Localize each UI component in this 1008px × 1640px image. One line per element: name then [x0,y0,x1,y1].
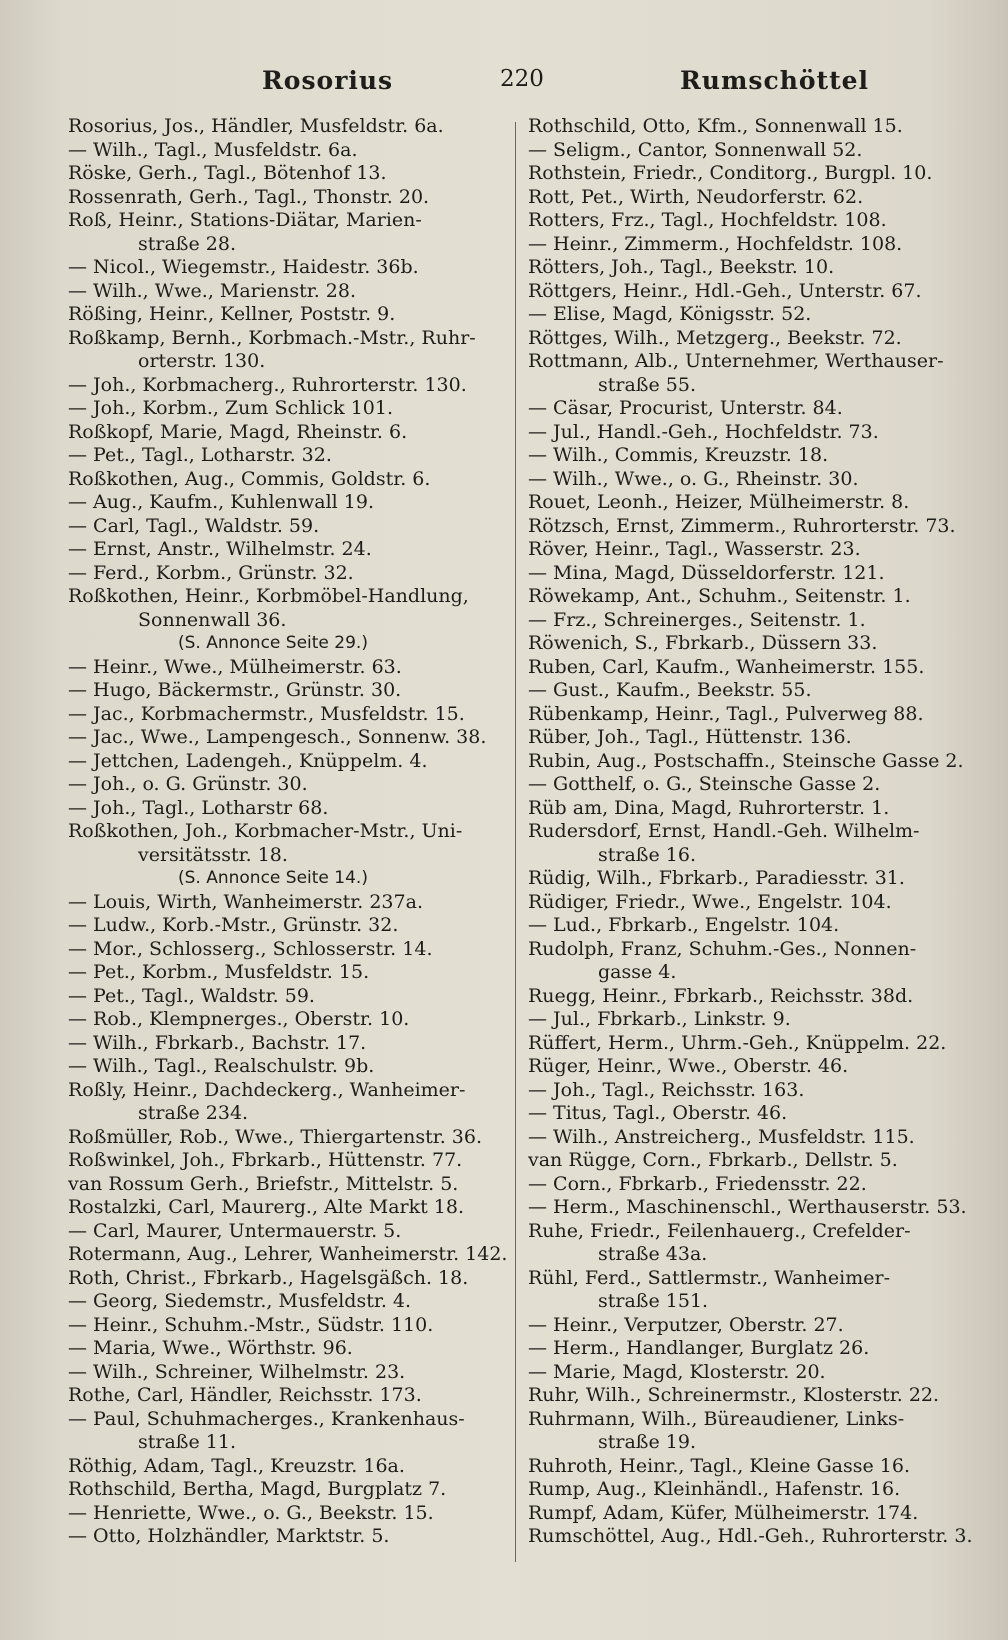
directory-entry: Roßkothen, Joh., Korbmacher-Mstr., Uni- [68,820,463,842]
directory-entry: — Heinr., Zimmerm., Hochfeldstr. 108. [528,232,903,255]
directory-entry: Rübenkamp, Heinr., Tagl., Pulverweg 88. [528,702,924,725]
directory-entry: Rothstein, Friedr., Conditorg., Burgpl. 10. [528,162,933,184]
entry-continuation: Sonnenwall 36. [138,608,287,631]
directory-entry: — Herm., Handlanger, Burglatz 26. [528,1337,870,1359]
directory-entry: — Marie, Magd, Klosterstr. 20. [528,1360,826,1383]
entry-continuation: versitätsstr. 18. [138,843,288,866]
directory-entry: — Joh., o. G. Grünstr. 30. [68,773,308,795]
directory-entry: Roßkothen, Aug., Commis, Goldstr. 6. [68,467,431,490]
directory-entry: Röttgers, Heinr., Hdl.-Geh., Unterstr. 67. [528,279,922,302]
directory-entry: — Corn., Fbrkarb., Friedensstr. 22. [528,1172,867,1195]
directory-entry: — Rob., Klempnerges., Oberstr. 10. [68,1008,410,1030]
directory-entry: Röver, Heinr., Tagl., Wasserstr. 23. [528,538,861,560]
directory-entry: Rüdig, Wilh., Fbrkarb., Paradiesstr. 31. [528,867,905,889]
directory-entry: — Wilh., Commis, Kreuzstr. 18. [528,444,829,466]
directory-entry: — Titus, Tagl., Oberstr. 46. [528,1102,788,1124]
directory-entry: — Jettchen, Ladengeh., Knüppelm. 4. [68,749,428,772]
right-column [528,115,978,1549]
directory-entry: Ruhroth, Heinr., Tagl., Kleine Gasse 16. [528,1454,910,1477]
directory-entry: Rühl, Ferd., Sattlermstr., Wanheimer- [528,1266,890,1289]
directory-entry: — Seligm., Cantor, Sonnenwall 52. [528,138,863,161]
annonce-reference: (S. Annonce Seite 29.) [178,633,368,653]
directory-entry: — Ernst, Anstr., Wilhelmstr. 24. [68,538,372,560]
directory-entry: Röttges, Wilh., Metzgerg., Beekstr. 72. [528,326,902,349]
directory-entry: — Jac., Korbmachermstr., Musfeldstr. 15. [68,702,465,725]
directory-entry: Ruegg, Heinr., Fbrkarb., Reichsstr. 38d. [528,984,914,1007]
directory-entry: — Jul., Handl.-Geh., Hochfeldstr. 73. [528,420,879,443]
column-divider [515,122,516,1562]
directory-entry: Rötters, Joh., Tagl., Beekstr. 10. [528,256,835,278]
directory-entry: — Otto, Holzhändler, Marktstr. 5. [68,1525,390,1547]
page-number: 220 [500,66,544,92]
directory-entry: — Mor., Schlosserg., Schlosserstr. 14. [68,937,433,960]
directory-entry: Roßkothen, Heinr., Korbmöbel-Handlung, [68,585,469,607]
directory-entry: Rothschild, Otto, Kfm., Sonnenwall 15. [528,115,903,137]
directory-entry: Roßkopf, Marie, Magd, Rheinstr. 6. [68,420,408,443]
directory-entry: — Jul., Fbrkarb., Linkstr. 9. [528,1008,791,1030]
directory-entry: Roßkamp, Bernh., Korbmach.-Mstr., Ruhr- [68,326,476,349]
directory-entry: — Wilh., Wwe., Marienstr. 28. [68,279,356,302]
entry-continuation: straße 19. [598,1431,696,1453]
directory-entry: van Rossum Gerh., Briefstr., Mittelstr. 5. [68,1172,459,1195]
header-last-name: Rumschöttel [680,66,870,95]
directory-entry: — Herm., Maschinenschl., Werthauserstr. 53. [528,1196,967,1218]
directory-entry: — Maria, Wwe., Wörthstr. 96. [68,1337,353,1359]
entry-continuation: orterstr. 130. [138,350,266,372]
directory-entry: — Hugo, Bäckermstr., Grünstr. 30. [68,679,402,701]
directory-entry: — Frz., Schreinerges., Seitenstr. 1. [528,608,866,631]
directory-entry: Ruhe, Friedr., Feilenhauerg., Crefelder- [528,1219,911,1242]
directory-entry: — Nicol., Wiegemstr., Haidestr. 36b. [68,256,419,278]
directory-entry: — Carl, Tagl., Waldstr. 59. [68,514,320,537]
directory-entry: Rotters, Frz., Tagl., Hochfeldstr. 108. [528,209,887,231]
directory-entry: Rostalzki, Carl, Maurerg., Alte Markt 18. [68,1196,465,1218]
directory-entry: Ruhr, Wilh., Schreinermstr., Klosterstr. 22. [528,1384,940,1406]
directory-entry: Ruben, Carl, Kaufm., Wanheimerstr. 155. [528,655,925,678]
entry-continuation: straße 43a. [598,1243,708,1265]
directory-entry: — Elise, Magd, Königsstr. 52. [528,303,812,325]
directory-entry: van Rügge, Corn., Fbrkarb., Dellstr. 5. [528,1149,898,1171]
entry-continuation: straße 16. [598,843,696,866]
directory-entry: — Joh., Korbm., Zum Schlick 101. [68,397,393,419]
directory-entry: Rudersdorf, Ernst, Handl.-Geh. Wilhelm- [528,820,920,842]
directory-entry: Rudolph, Franz, Schuhm.-Ges., Nonnen- [528,937,917,960]
directory-entry: — Heinr., Wwe., Mülheimerstr. 63. [68,655,402,678]
directory-entry: — Ludw., Korb.-Mstr., Grünstr. 32. [68,914,399,936]
directory-entry: Roß, Heinr., Stations-Diätar, Marien- [68,209,422,231]
entry-continuation: straße 55. [598,373,696,396]
directory-entry: — Carl, Maurer, Untermauerstr. 5. [68,1219,402,1242]
entry-continuation: straße 151. [598,1290,709,1312]
directory-entry: Rüdiger, Friedr., Wwe., Engelstr. 104. [528,890,892,913]
directory-entry: Rüber, Joh., Tagl., Hüttenstr. 136. [528,726,852,748]
directory-entry: — Pet., Korbm., Musfeldstr. 15. [68,961,370,983]
directory-entry: Röthig, Adam, Tagl., Kreuzstr. 16a. [68,1454,405,1477]
directory-entry: Roth, Christ., Fbrkarb., Hagelsgäßch. 18. [68,1266,469,1289]
directory-entry: — Pet., Tagl., Lotharstr. 32. [68,444,332,466]
directory-entry: Roßmüller, Rob., Wwe., Thiergartenstr. 36. [68,1125,483,1148]
directory-entry: Rüger, Heinr., Wwe., Oberstr. 46. [528,1055,849,1077]
directory-entry: — Wilh., Wwe., o. G., Rheinstr. 30. [528,467,859,490]
directory-entry: Rothe, Carl, Händler, Reichsstr. 173. [68,1384,422,1406]
directory-entry: — Aug., Kaufm., Kuhlenwall 19. [68,491,375,513]
directory-entry: — Joh., Tagl., Lotharstr 68. [68,796,329,819]
directory-entry: Ruhrmann, Wilh., Büreaudiener, Links- [528,1407,905,1430]
directory-entry: Roßwinkel, Joh., Fbrkarb., Hüttenstr. 77. [68,1149,463,1171]
directory-entry: Rosorius, Jos., Händler, Musfeldstr. 6a. [68,115,444,137]
directory-entry: Rüb am, Dina, Magd, Ruhrorterstr. 1. [528,796,890,819]
directory-entry: Rouet, Leonh., Heizer, Mülheimerstr. 8. [528,491,910,513]
directory-entry: — Henriette, Wwe., o. G., Beekstr. 15. [68,1501,434,1524]
entry-continuation: straße 11. [138,1431,236,1453]
directory-entry: — Heinr., Verputzer, Oberstr. 27. [528,1313,844,1336]
directory-entry: Rötzsch, Ernst, Zimmerm., Ruhrorterstr. 73. [528,514,956,537]
directory-entry: Rottmann, Alb., Unternehmer, Werthauser- [528,350,944,372]
directory-entry: — Heinr., Schuhm.-Mstr., Südstr. 110. [68,1313,434,1336]
directory-entry: — Joh., Tagl., Reichsstr. 163. [528,1078,805,1101]
header-first-name: Rosorius [262,66,394,95]
directory-entry: — Pet., Tagl., Waldstr. 59. [68,984,315,1007]
directory-entry: — Georg, Siedemstr., Musfeldstr. 4. [68,1290,412,1312]
left-column [68,115,518,1549]
directory-entry: — Wilh., Fbrkarb., Bachstr. 17. [68,1031,367,1054]
directory-entry: — Gotthelf, o. G., Steinsche Gasse 2. [528,773,881,795]
directory-entry: — Jac., Wwe., Lampengesch., Sonnenw. 38. [68,726,487,748]
directory-entry: — Wilh., Tagl., Realschulstr. 9b. [68,1055,375,1077]
directory-entry: — Wilh., Anstreicherg., Musfeldstr. 115. [528,1125,915,1148]
directory-entry: Rossenrath, Gerh., Tagl., Thonstr. 20. [68,185,430,208]
annonce-reference: (S. Annonce Seite 14.) [178,868,368,888]
directory-entry: — Gust., Kaufm., Beekstr. 55. [528,679,812,701]
directory-entry: — Mina, Magd, Düsseldorferstr. 121. [528,561,885,584]
directory-entry: — Lud., Fbrkarb., Engelstr. 104. [528,914,840,936]
directory-entry: — Ferd., Korbm., Grünstr. 32. [68,561,354,584]
directory-entry: Rumschöttel, Aug., Hdl.-Geh., Ruhrorterstr. 3. [528,1525,973,1547]
directory-entry: Rott, Pet., Wirth, Neudorferstr. 62. [528,185,864,208]
directory-entry: Rößing, Heinr., Kellner, Poststr. 9. [68,303,396,325]
page-header [0,66,1008,102]
entry-continuation: gasse 4. [598,961,677,983]
directory-entry: — Wilh., Tagl., Musfeldstr. 6a. [68,138,358,161]
directory-entry: Rubin, Aug., Postschaffn., Steinsche Gasse 2. [528,749,964,772]
directory-entry: — Cäsar, Procurist, Unterstr. 84. [528,397,843,419]
directory-entry: Rüffert, Herm., Uhrm.-Geh., Knüppelm. 22. [528,1031,947,1054]
directory-entry: — Louis, Wirth, Wanheimerstr. 237a. [68,890,423,913]
directory-entry: Rotermann, Aug., Lehrer, Wanheimerstr. 142. [68,1243,508,1265]
directory-entry: Röske, Gerh., Tagl., Bötenhof 13. [68,162,387,184]
directory-entry: — Paul, Schuhmacherges., Krankenhaus- [68,1407,465,1430]
directory-entry: Rothschild, Bertha, Magd, Burgplatz 7. [68,1478,447,1500]
directory-entry: Röwenich, S., Fbrkarb., Düssern 33. [528,632,878,654]
directory-entry: Roßly, Heinr., Dachdeckerg., Wanheimer- [68,1078,466,1101]
directory-entry: Rump, Aug., Kleinhändl., Hafenstr. 16. [528,1478,901,1500]
directory-entry: — Joh., Korbmacherg., Ruhrorterstr. 130. [68,373,467,396]
entry-continuation: straße 234. [138,1102,249,1124]
directory-entry: Röwekamp, Ant., Schuhm., Seitenstr. 1. [528,585,911,607]
entry-continuation: straße 28. [138,232,236,255]
directory-entry: Rumpf, Adam, Küfer, Mülheimerstr. 174. [528,1501,919,1524]
directory-entry: — Wilh., Schreiner, Wilhelmstr. 23. [68,1360,406,1383]
